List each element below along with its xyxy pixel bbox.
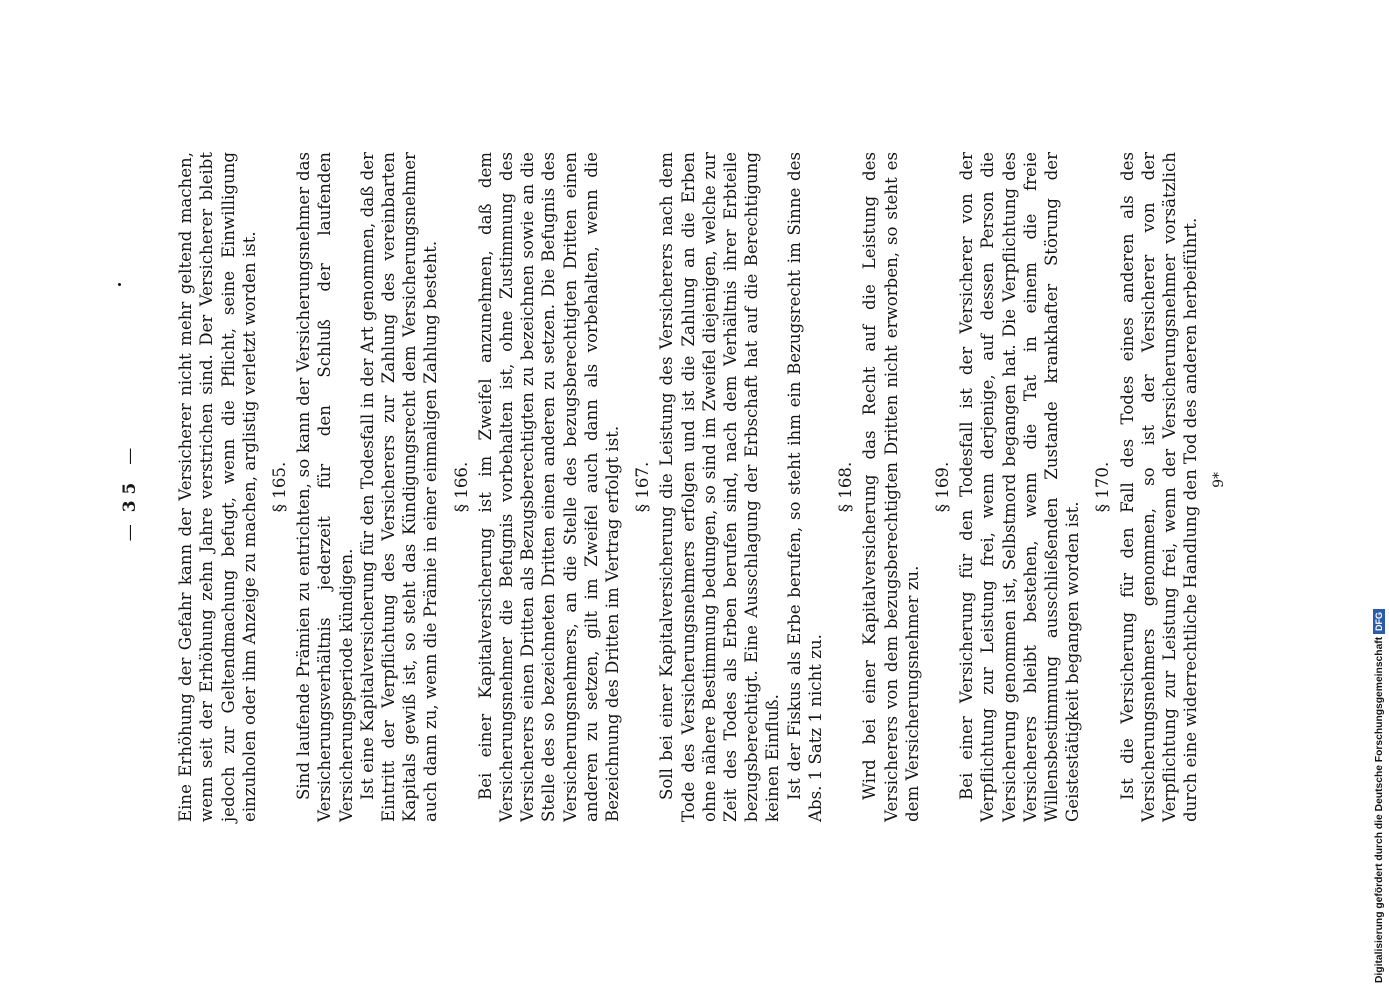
document-page bbox=[120, 152, 1228, 822]
paragraph-continuation: Eine Erhöhung der Gefahr kann der Versicherer nicht mehr geltend machen, wenn seit der Erhöhung zehn Jahre verstrichen sind. Der Versicherer bleibt jedoch zur Geltendmachung befugt, wenn die Pflicht, seine Einwilligung einzuholen oder ihm Anzeige zu machen, arglistig verletzt worden ist. bbox=[176, 152, 259, 822]
paragraph-169-1: Bei einer Versicherung für den Todesfall ist der Versicherer von der Verpflichtung zur Leistung frei, wenn derjenige, auf dessen Person die Versicherung genommen ist, Selbstmord begangen hat. Die Verpflichtung des Versicherers bleibt bestehen, wenn die Tat in einem die freie Willensbestimmung ausschließenden Zustande krankhafter Störung der Geistestätigkeit begangen worden ist. bbox=[957, 152, 1083, 822]
paragraph-167-2: Ist der Fiskus als Erbe berufen, so steht ihm ein Bezugsrecht im Sinne des Abs. 1 Satz 1 nicht zu. bbox=[784, 152, 825, 822]
paragraph-166-1: Bei einer Kapitalversicherung ist im Zweifel anzunehmen, daß dem Versicherungsnehmer die Befugnis vorbehalten ist, ohne Zustimmung des Versicherers einen Dritten als Bezugsberechtigten zu bezeichnen sowie an die Stelle des so bezeichneten Dritten einen anderen zu setzen. Die Befugnis des Versicherungsnehmers, an die Stelle des bezugsberechtigten Dritten einen anderen zu setzen, gilt im Zweifel auch dann als vorbehalten, wenn die Bezeichnung des Dritten im Vertrag erfolgt ist. bbox=[475, 152, 623, 822]
section-heading-169: § 169. bbox=[932, 461, 952, 513]
funding-note bbox=[1371, 8, 1389, 983]
dfg-logo: DFG bbox=[1373, 609, 1385, 634]
sheet-signature: 9* bbox=[1211, 472, 1228, 488]
header-dash-left: — bbox=[120, 524, 140, 542]
funding-note-text: Digitalisierung gefördert durch die Deutsche Forschungsgemeinschaft bbox=[1374, 636, 1385, 983]
page-header bbox=[120, 152, 141, 822]
rotated-page-container bbox=[120, 152, 1228, 822]
section-heading-166: § 166. bbox=[451, 461, 471, 513]
section-heading-165: § 165. bbox=[270, 461, 290, 513]
header-dash-right: — bbox=[120, 447, 140, 465]
section-heading-170: § 170. bbox=[1093, 461, 1113, 513]
page-number: 35 bbox=[120, 476, 140, 513]
paragraph-167-1: Soll bei einer Kapitalversicherung die Leistung des Versicherers nach dem Tode des Versicherungsnehmers erfolgen und ist die Zahlung an die Erben ohne nähere Bestimmung bedungen, so sind im Zweifel diejenigen, welche zur Zeit des Todes als Erben berufen sind, nach dem Verhältnis ihrer Erbteile bezugsberechtigt. Eine Ausschlagung der Erbschaft hat auf die Berechtigung keinen Einfluß. bbox=[657, 152, 783, 822]
speck-mark bbox=[118, 283, 121, 286]
funding-note-text-wrap bbox=[1371, 8, 1389, 983]
section-heading-167: § 167. bbox=[633, 461, 653, 513]
paragraph-165-2: Ist eine Kapitalversicherung für den Todesfall in der Art genommen, daß der Eintritt der Verpflichtung des Versicherers zur Zahlung des vereinbarten Kapitals gewiß ist, so steht das Kündigungsrecht dem Versicherungsnehmer auch dann zu, wenn die Prämie in einer einmaligen Zahlung besteht. bbox=[357, 152, 441, 822]
paragraph-165-1: Sind laufende Prämien zu entrichten, so kann der Versicherungsnehmer das Versicherungsverhältnis jederzeit für den Schluß der laufenden Versicherungsperiode kündigen. bbox=[294, 152, 356, 822]
paragraph-168-1: Wird bei einer Kapitalversicherung das Recht auf die Leistung des Versicherers von dem bezugsberechtigten Dritten nicht erworben, so steht es dem Versicherungsnehmer zu. bbox=[860, 152, 922, 822]
paragraph-170-1: Ist die Versicherung für den Fall des Todes eines anderen als des Versicherungsnehmers genommen, so ist der Versicherer von der Verpflichtung zur Leistung frei, wenn der Versicherungsnehmer vorsätzlich durch eine widerrechtliche Handlung den Tod des anderen herbeiführt. bbox=[1117, 152, 1201, 822]
section-heading-168: § 168. bbox=[836, 461, 856, 513]
